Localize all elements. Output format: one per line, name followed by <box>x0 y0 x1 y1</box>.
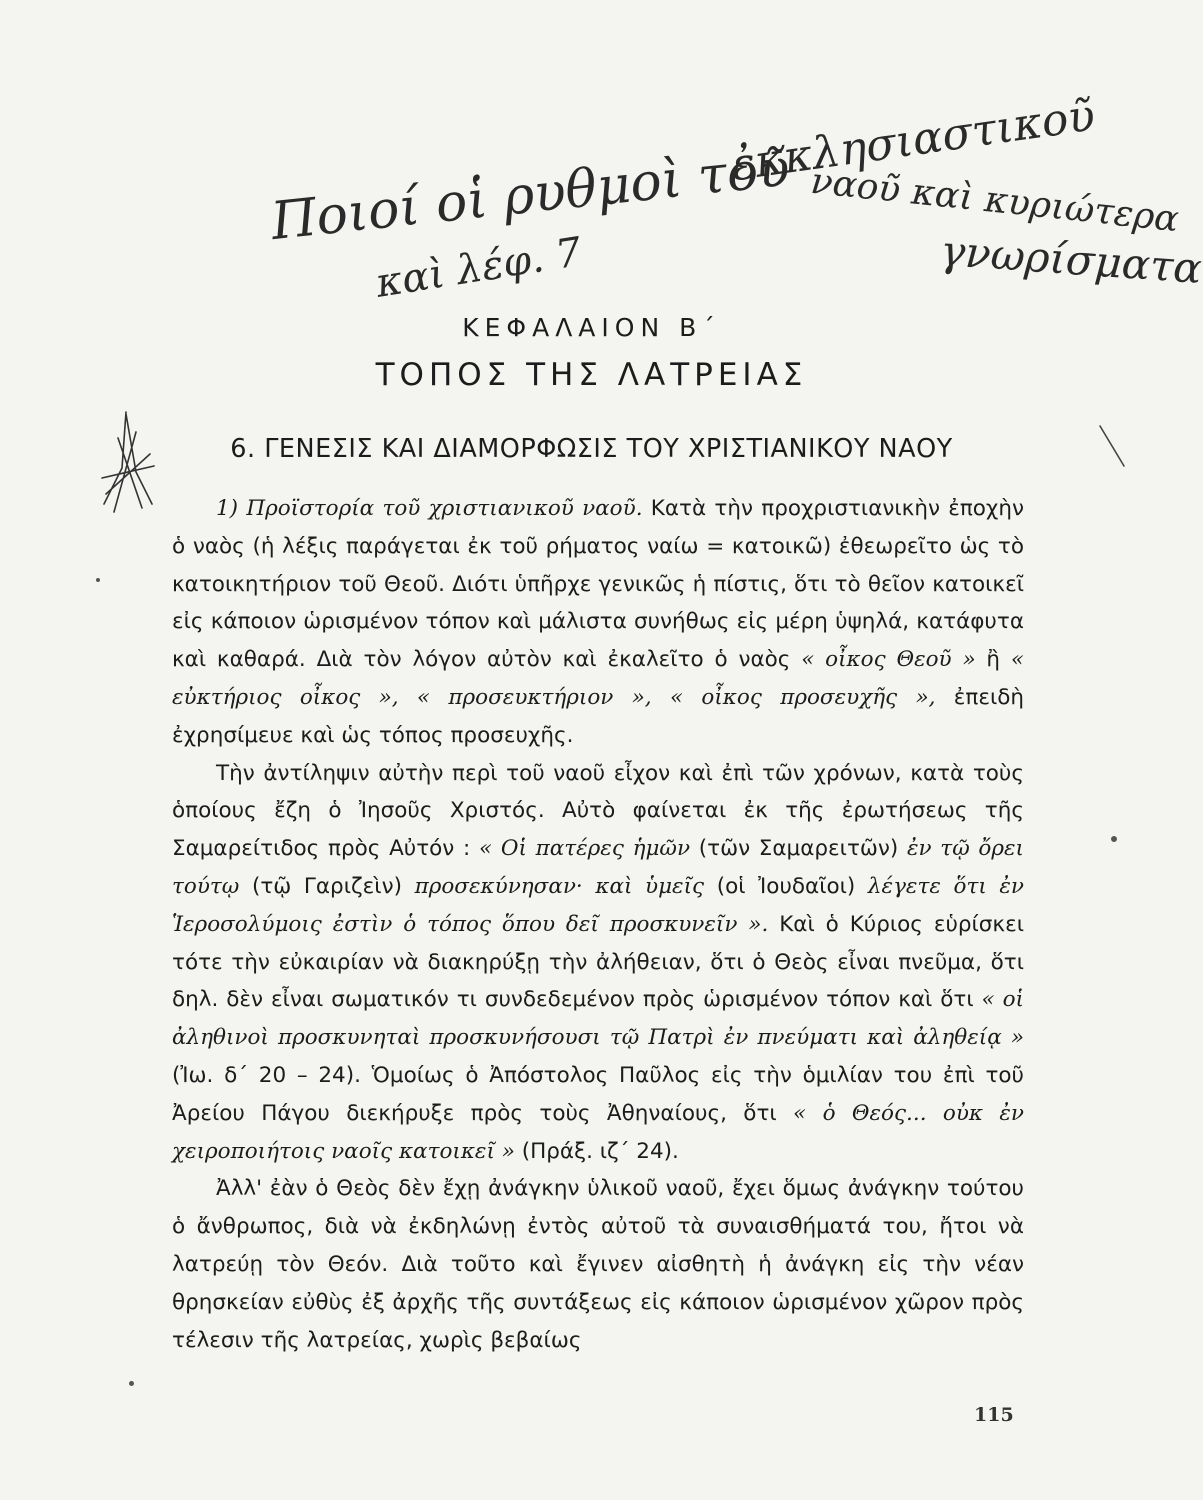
text-run: Ἀλλ' ἐὰν ὁ Θεὸς δὲν ἔχῃ ἀνάγκην ὑλικοῦ ναοῦ, ἔχει ὅμως ἀνάγκην τούτου ὁ ἄνθρωπος, διὰ νὰ ἐκδηλώνῃ ἐντὸς αὐτοῦ τὰ συναισθήματά του, ἤτοι νὰ λατρεύῃ τὸν Θεόν. Διὰ τοῦτο καὶ ἔγινεν αἰσθητὴ ἡ ἀνάγκη εἰς τὴν νέαν θρησκείαν εὐθὺς ἐξ ἀρχῆς τῆς συντάξεως εἰς κάποιον ὡρισμένον χῶρον πρὸς τέλεσιν τῆς λατρείας, χωρὶς βεβαίως <box>172 1176 1024 1353</box>
section-title: 6. ΓΕΝΕΣΙΣ ΚΑΙ ΔΙΑΜΟΡΦΩΣΙΣ ΤΟΥ ΧΡΙΣΤΙΑΝΙΚΟΥ ΝΑΟΥ <box>230 434 953 464</box>
text-run: (οἱ Ἰουδαῖοι) <box>704 873 868 899</box>
handwritten-line: ἐκκλησιαστικοῦ <box>728 89 1099 192</box>
ink-dot-icon <box>96 578 100 582</box>
text-run: Τὴν ἀντίληψιν αὐτὴν περὶ τοῦ ναοῦ εἶχον καὶ ἐπὶ τῶν χρόνων, κατὰ τοὺς ὁποίους ἔζη ὁ Ἰησοῦς Χριστός. Αὐτὸ φαίνεται ἐκ τῆς ἐρωτήσεως τῆς Σαμαρείτιδος πρὸς Αὐτόν : <box>172 760 1024 862</box>
chapter-title: ΤΟΠΟΣ ΤΗΣ ΛΑΤΡΕΙΑΣ <box>375 357 808 393</box>
margin-scribble-icon <box>96 408 158 520</box>
page-number: 115 <box>974 1404 1014 1426</box>
text-run: (Ἰω. δ΄ 20 – 24). Ὁμοίως ὁ Ἀπόστολος Παῦλος εἰς τὴν ὁμιλίαν του ἐπὶ τοῦ Ἀρείου Πάγου διεκήρυξε πρὸς τοὺς Ἀθηναίους, ὅτι <box>172 1062 1024 1126</box>
quote-run: « οἶκος Θεοῦ » <box>801 647 976 673</box>
chapter-label: ΚΕΦΑΛΑΙΟΝ Β΄ <box>462 313 721 342</box>
paragraph <box>172 490 1024 755</box>
handwritten-annotation <box>250 89 1203 315</box>
handwritten-line: Ποιοί οἱ ρυθμοὶ τοῦ <box>268 137 793 253</box>
text-run: Καὶ ὁ Κύριος εὑρίσκει τότε τὴν εὐκαιρίαν νὰ διακηρύξῃ τὴν ἀλήθειαν, ὅτι ὁ Θεὸς εἶναι πνεῦμα, ὅτι δηλ. δὲν εἶναι σωματικόν τι συνδεδεμένον πρὸς ὡρισμένον τόπον καὶ ὅτι <box>172 911 1025 1013</box>
text-run: ἐπειδὴ ἐχρησίμευε καὶ ὡς τόπος προσευχῆς. <box>172 684 1025 748</box>
text-run: Κατὰ τὴν προχριστιανικὴν ἐποχὴν ὁ ναὸς (ἡ λέξις παράγεται ἐκ τοῦ ρήματος ναίω = κατοικῶ) ἐθεωρεῖτο ὡς τὸ κατοικητήριον τοῦ Θεοῦ. Διότι ὑπῆρχε γενικῶς ἡ πίστις, ὅτι τὸ θεῖον κατοικεῖ εἰς κάποιον ὡρισμένον τόπον καὶ μάλιστα συνήθως εἰς μέρη ὑψηλά, κατάφυτα καὶ καθαρά. Διὰ τὸν λόγον αὐτὸν καὶ ἐκαλεῖτο ὁ ναὸς <box>172 496 1024 673</box>
quote-run: ἐν τῷ ὄρει τούτῳ <box>172 836 1024 899</box>
paragraph <box>172 755 1024 1171</box>
paragraph <box>172 1170 1024 1359</box>
handwritten-line: γνωρίσματα <box>938 225 1203 294</box>
ink-dot-icon <box>1111 836 1117 842</box>
ink-dot-icon <box>129 1381 134 1386</box>
text-run: (τῶν Σαμαρειτῶν) <box>690 836 907 862</box>
quote-run: « Οἱ πατέρες ἡμῶν <box>478 836 691 862</box>
quote-run: « ὁ Θεός... οὐκ ἐν χειροποιήτοις ναοῖς κατοικεῖ » <box>172 1100 1025 1164</box>
subsection-heading: 1) Προϊστορία τοῦ χριστιανικοῦ ναοῦ. <box>216 496 643 521</box>
text-run: (τῷ Γαριζεὶν) <box>239 873 415 899</box>
text-run: (Πράξ. ιζ΄ 24). <box>514 1138 679 1164</box>
quote-run: προσεκύνησαν· καὶ ὑμεῖς <box>414 873 705 899</box>
text-run: ἢ <box>975 647 1011 673</box>
handwritten-line: ναοῦ καὶ κυριώτερα <box>808 160 1181 241</box>
handwritten-line: καὶ λέφ. 7 <box>372 229 585 307</box>
body-text <box>172 490 1024 1359</box>
quote-run: « οἱ ἀληθινοὶ προσκυνηταὶ προσκυνήσουσι τῷ Πατρὶ ἐν πνεύματι καὶ ἀληθείᾳ » <box>172 987 1024 1051</box>
margin-slash-icon <box>1096 424 1128 468</box>
quote-run: λέγετε ὅτι ἐν Ἱεροσολύμοις ἐστὶν ὁ τόπος ὅπου δεῖ προσκυνεῖν ». <box>172 873 1025 937</box>
quote-run: « εὐκτήριος οἶκος », « προσευκτήριον », « οἶκος προσευχῆς », <box>172 647 1024 710</box>
